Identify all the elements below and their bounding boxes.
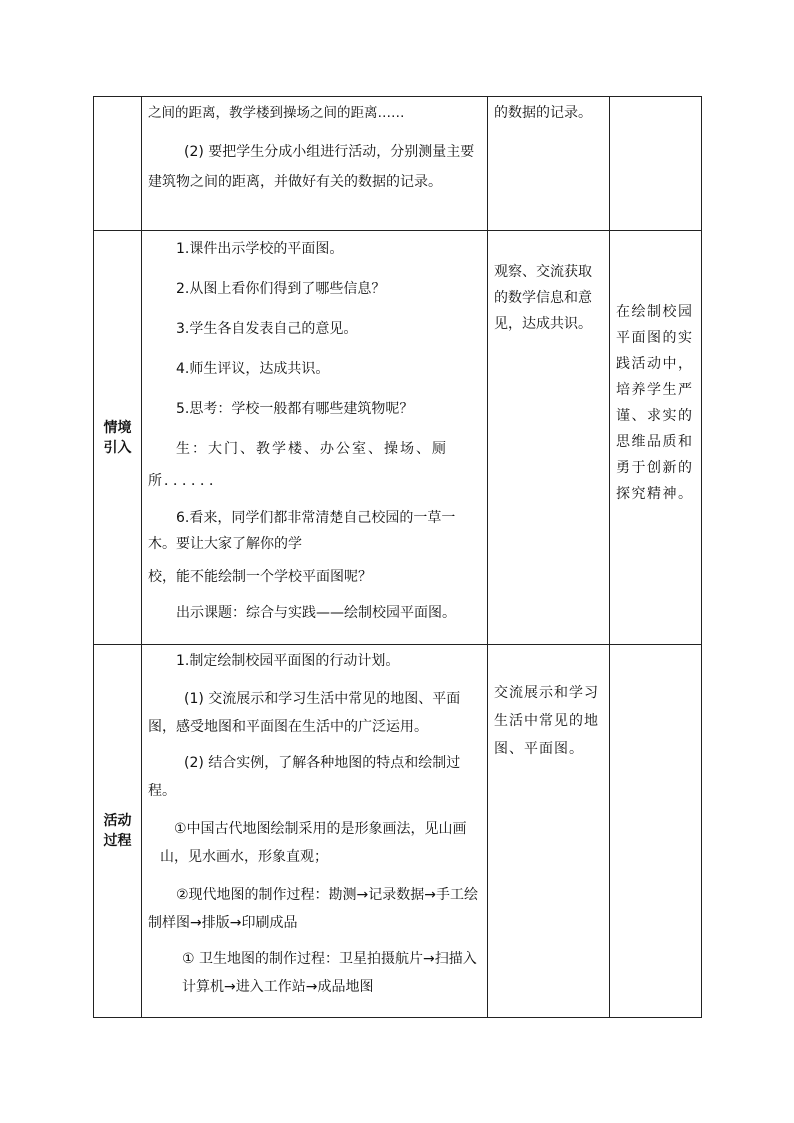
table-row (94, 97, 702, 231)
student-activity-cell (488, 231, 610, 645)
content-line: 1.课件出示学校的平面图。 (176, 241, 344, 257)
student-activity-text: 的数据的记录。 (494, 105, 592, 121)
content-line: 1.制定绘制校园平面图的行动计划。 (176, 653, 400, 669)
content-paragraph: 生：大门、教学楼、办公室、操场、厕所．．．．．． (148, 441, 448, 489)
content-paragraph: ①中国古代地图绘制采用的是形象画法，见山画山，见水画水，形象直观； (160, 821, 467, 865)
content-paragraph: (2) 要把学生分成小组进行活动，分别测量主要建筑物之间的距离，并做好有关的数据的记录。 (148, 144, 475, 190)
content-line: 3.学生各自发表自己的意见。 (176, 321, 358, 337)
teaching-content-cell (142, 645, 488, 1018)
teaching-content-cell (142, 97, 488, 231)
section-label-text: 情境引入 (103, 419, 132, 456)
content-paragraph: (1) 交流展示和学习生活中常见的地图、平面图，感受地图和平面图在生活中的广泛运用。 (148, 691, 461, 735)
content-line: 校，能不能绘制一个学校平面图呢？ (148, 569, 372, 585)
teaching-content-cell (142, 231, 488, 645)
section-label (94, 231, 142, 645)
content-line: 2.从图上看你们得到了哪些信息？ (176, 281, 386, 297)
lesson-plan-table (93, 96, 702, 1018)
table-row (94, 645, 702, 1018)
lesson-title-line: 出示课题：综合与实践——绘制校园平面图。 (176, 605, 456, 621)
content-paragraph: (2) 结合实例，了解各种地图的特点和绘制过程。 (148, 755, 461, 799)
content-line: 4.师生评议，达成共识。 (176, 361, 330, 377)
design-intent-text: 在绘制校园平面图的实践活动中，培养学生严谨、求实的思维品质和勇于创新的探究精神。 (616, 304, 694, 502)
student-activity-cell (488, 97, 610, 231)
section-label-text: 活动过程 (103, 813, 132, 849)
design-intent-cell (610, 645, 702, 1018)
table-row (94, 231, 702, 645)
content-paragraph: 6.看来，同学们都非常清楚自己校园的一草一木。要让大家了解你的学 (148, 510, 456, 552)
design-intent-cell (610, 97, 702, 231)
content-paragraph: ②现代地图的制作过程：勘测→记录数据→手工绘制样图→排版→印刷成品 (148, 887, 479, 931)
design-intent-cell (610, 231, 702, 645)
student-activity-text: 交流展示和学习生活中常见的地图、平面图。 (494, 685, 599, 757)
content-line: 5.思考：学校一般都有哪些建筑物呢？ (176, 401, 414, 417)
content-paragraph: ① 卫生地图的制作过程：卫星拍摄航片→扫描入计算机→进入工作站→成品地图 (182, 951, 477, 995)
content-line: 之间的距离，教学楼到操场之间的距离…… (148, 105, 405, 121)
section-label (94, 645, 142, 1018)
section-label (94, 97, 142, 231)
student-activity-text: 观察、交流获取的数学信息和意见，达成共识。 (494, 264, 592, 332)
student-activity-cell (488, 645, 610, 1018)
